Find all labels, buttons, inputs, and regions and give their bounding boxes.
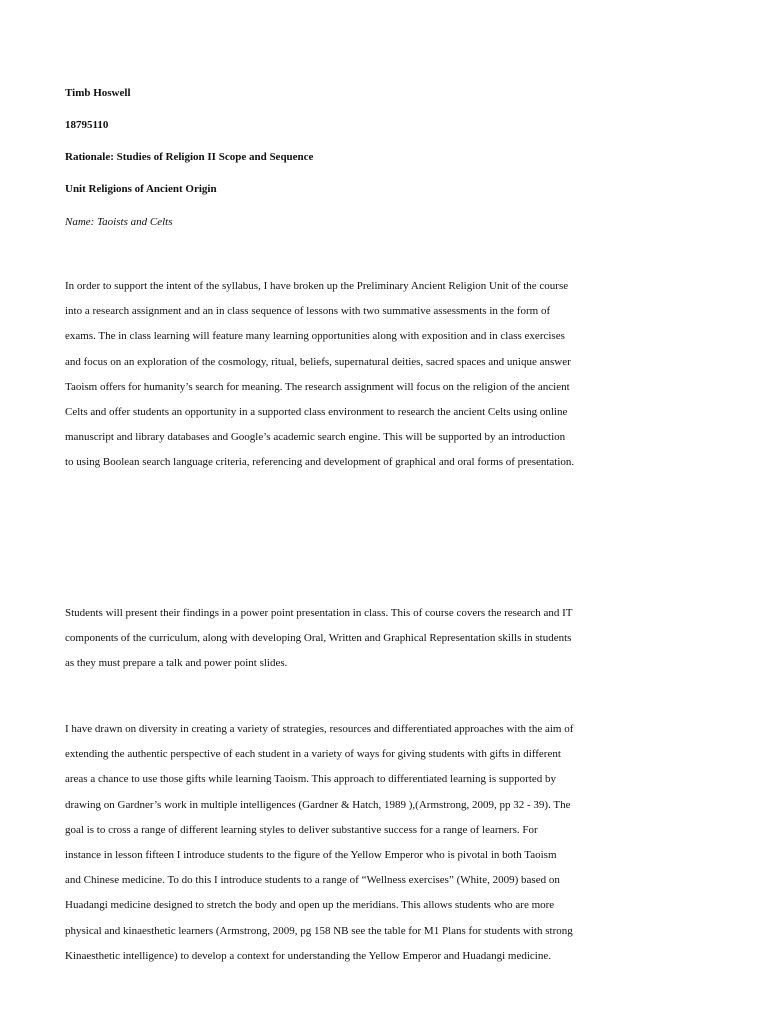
paragraph-line: goal is to cross a range of different learning styles to deliver substantive success for a range of learners. For: [65, 823, 538, 836]
author-name: Timb Hoswell: [65, 87, 131, 99]
paragraph-line: In order to support the intent of the syllabus, I have broken up the Preliminary Ancient Religion Unit of the course: [65, 280, 569, 292]
paragraph-line: areas a chance to use those gifts while learning Taoism. This approach to differentiated learning is supported by: [65, 773, 557, 786]
paragraph-intro: [65, 274, 577, 476]
paragraph-diversity: [65, 717, 577, 969]
paragraph-line: as they must prepare a talk and power point slides.: [65, 657, 288, 670]
paragraph-line: Kinaesthetic intelligence) to develop a context for understanding the Yellow Emperor and Huadangi medicine.: [65, 949, 551, 962]
paragraph-line: components of the curriculum, along with developing Oral, Written and Graphical Representation skills in students: [65, 632, 572, 645]
paragraph-line: to using Boolean search language criteria, referencing and development of graphical and oral forms of presentation.: [65, 456, 575, 469]
paragraph-presentation: [65, 601, 577, 677]
paragraph-line: Students will present their findings in a power point presentation in class. This of course covers the research and IT: [65, 607, 573, 619]
paragraph-line: and Chinese medicine. To do this I introduce students to a range of “Wellness exercises” (White, 2009) based on: [65, 874, 560, 887]
paragraph-line: Celts and offer students an opportunity in a supported class environment to research the ancient Celts using online: [65, 406, 568, 419]
unit-title: Unit Religions of Ancient Origin: [65, 183, 217, 195]
paragraph-line: I have drawn on diversity in creating a variety of strategies, resources and differentiated approaches with the aim of: [65, 723, 574, 735]
paragraph-line: physical and kinaesthetic learners (Armstrong, 2009, pg 158 NB see the table for M1 Plans for students with strong: [65, 924, 573, 937]
paragraph-line: into a research assignment and an in class sequence of lessons with two summative assessments in the form of: [65, 305, 551, 318]
unit-name: Name: Taoists and Celts: [65, 216, 173, 228]
paragraph-line: extending the authentic perspective of each student in a variety of ways for giving students with gifts in different: [65, 748, 561, 761]
paragraph-line: Huadangi medicine designed to stretch the body and open up the meridians. This allows students who are more: [65, 899, 555, 912]
paragraph-line: and focus on an exploration of the cosmology, ritual, beliefs, supernatural deities, sacred spaces and unique answer: [65, 355, 571, 368]
paragraph-line: exams. The in class learning will feature many learning opportunities along with exposition and in class exercises: [65, 330, 565, 343]
rationale-title: Rationale: Studies of Religion II Scope and Sequence: [65, 151, 314, 163]
student-id: 18795110: [65, 119, 109, 131]
paragraph-line: drawing on Gardner’s work in multiple intelligences (Gardner & Hatch, 1989 ),(Armstrong, 2009, pp 32 - 39). The: [65, 798, 571, 811]
paragraph-line: instance in lesson fifteen I introduce students to the figure of the Yellow Emperor who is pivotal in both Taoism: [65, 849, 557, 862]
paragraph-line: Taoism offers for humanity’s search for meaning. The research assignment will focus on the religion of the ancient: [65, 380, 570, 393]
paragraph-line: manuscript and library databases and Google’s academic search engine. This will be supported by an introduction: [65, 431, 566, 444]
